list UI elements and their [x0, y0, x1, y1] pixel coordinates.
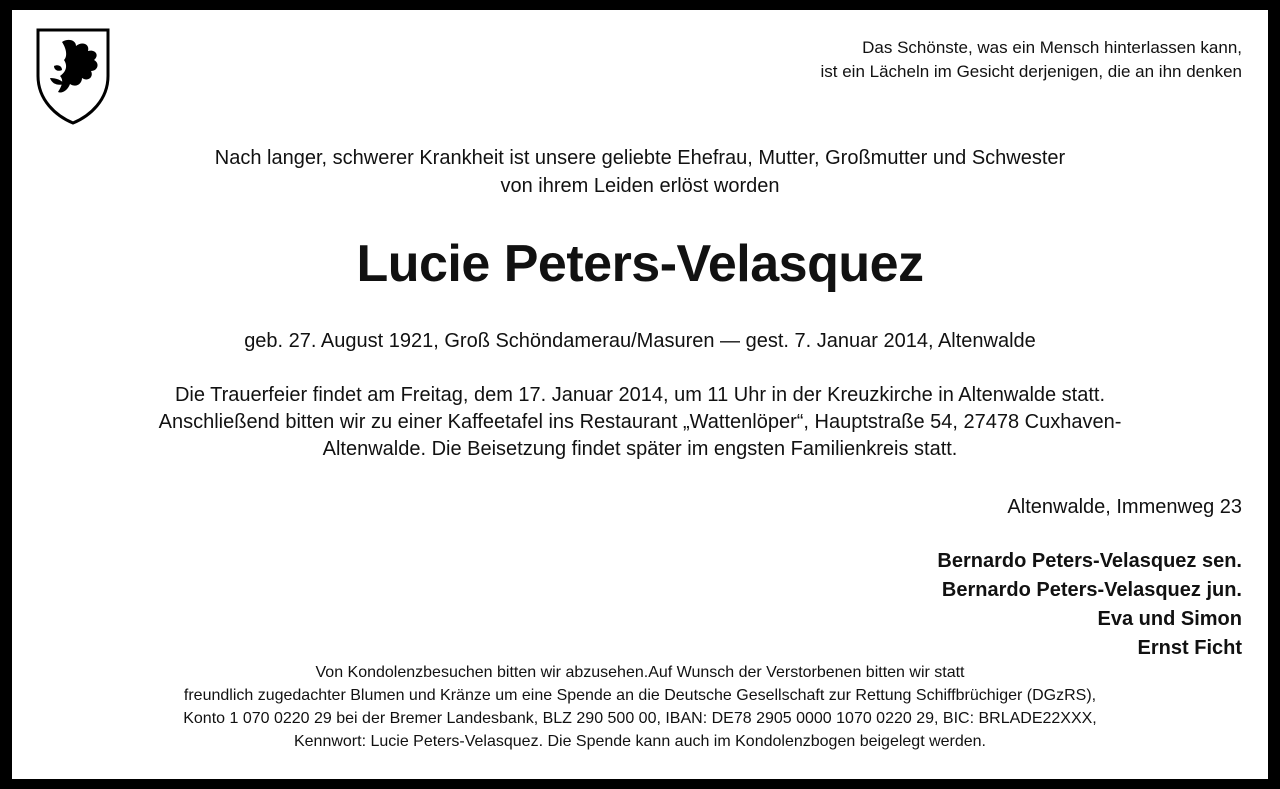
service-line: Anschließend bitten wir zu einer Kaffeetafel ins Restaurant „Wattenlöper“, Hauptstraße 54, 27478 Cuxhaven-	[158, 411, 1122, 433]
donation-line: Konto 1 070 0220 29 bei der Bremer Landesbank, BLZ 290 500 00, IBAN: DE78 2905 0000 1070 0220 29, BIC: BRLADE22XXX,	[183, 710, 1097, 727]
funeral-service-info	[12, 382, 1268, 463]
coat-of-arms-shield-icon	[32, 22, 114, 126]
mourner-name: Eva und Simon	[1097, 608, 1242, 630]
donation-line: Von Kondolenzbesuchen bitten wir abzusehen.Auf Wunsch der Verstorbenen bitten wir statt	[315, 664, 965, 681]
mourner-name: Bernardo Peters-Velasquez sen.	[937, 550, 1242, 572]
family-address: Altenwalde, Immenweg 23	[1007, 496, 1242, 518]
motto-quote	[821, 36, 1243, 84]
intro-text	[12, 144, 1268, 200]
motto-line: Das Schönste, was ein Mensch hinterlassen kann,	[862, 38, 1242, 57]
obituary-notice	[12, 10, 1268, 779]
motto-line: ist ein Lächeln im Gesicht derjenigen, die an ihn denken	[820, 62, 1242, 81]
mourner-name: Ernst Ficht	[1137, 637, 1242, 659]
service-line: Die Trauerfeier findet am Freitag, dem 17. Januar 2014, um 11 Uhr in der Kreuzkirche in Altenwalde statt.	[174, 384, 1106, 406]
mourner-name: Bernardo Peters-Velasquez jun.	[941, 579, 1242, 601]
service-line: Altenwalde. Die Beisetzung findet später im engsten Familienkreis statt.	[322, 438, 958, 460]
mourners-list	[937, 547, 1242, 663]
donation-request	[12, 661, 1268, 753]
intro-line: von ihrem Leiden erlöst worden	[500, 175, 780, 197]
donation-line: Kennwort: Lucie Peters-Velasquez. Die Spende kann auch im Kondolenzbogen beigelegt werden.	[293, 733, 986, 750]
donation-line: freundlich zugedachter Blumen und Kränze um eine Spende an die Deutsche Gesellschaft zur Rettung Schiffbrüchiger (DGzRS),	[183, 687, 1097, 704]
intro-line: Nach langer, schwerer Krankheit ist unsere geliebte Ehefrau, Mutter, Großmutter und Schwester	[214, 147, 1066, 169]
deceased-name: Lucie Peters-Velasquez	[356, 235, 924, 293]
life-dates: geb. 27. August 1921, Groß Schöndamerau/Masuren — gest. 7. Januar 2014, Altenwalde	[244, 330, 1036, 352]
